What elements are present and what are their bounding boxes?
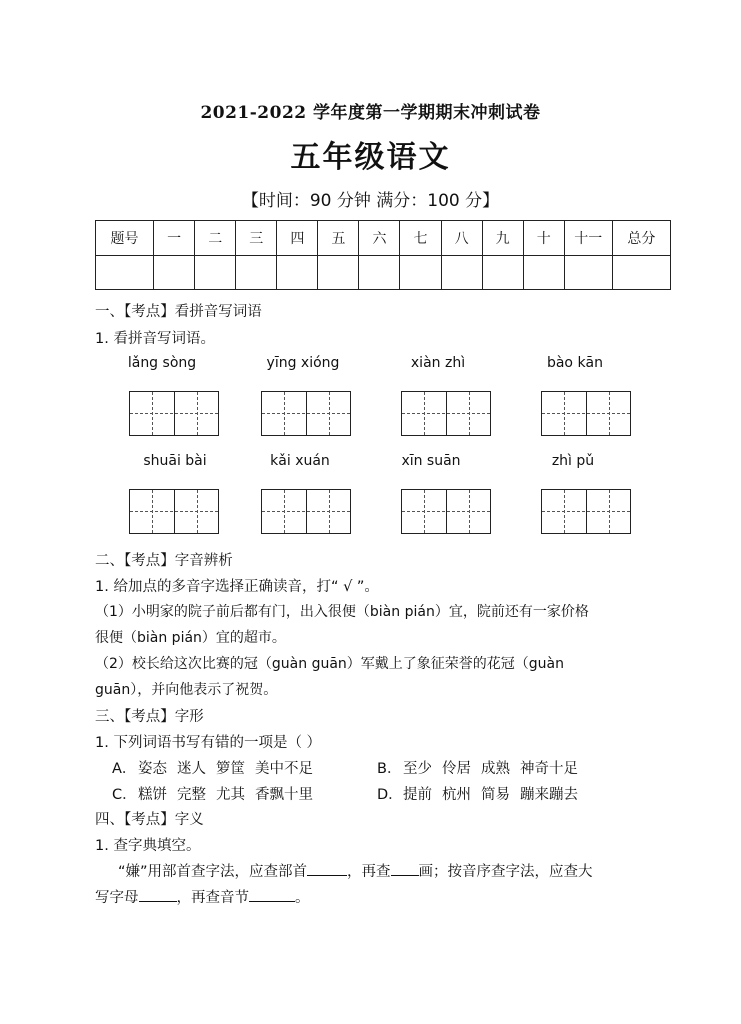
option-c[interactable]: C．糕饼 完整 尤其 香飘十里 (112, 787, 313, 803)
score-cell[interactable] (318, 255, 359, 290)
section1-heading: 一、【考点】看拼音写词语 (95, 304, 262, 320)
score-header-cell: 六 (359, 221, 400, 256)
score-header-cell: 一 (154, 221, 195, 256)
dictionary-fill-line2: 写字母 ，再查音节 。 (95, 886, 310, 907)
score-cell[interactable] (523, 255, 564, 290)
score-header-cell: 五 (318, 221, 359, 256)
score-header-cell: 十一 (564, 221, 612, 256)
writing-box[interactable] (129, 391, 219, 436)
score-header-cell: 题号 (96, 221, 154, 256)
score-cell[interactable] (154, 255, 195, 290)
exam-title: 2021-2022 学年度第一学期期末冲刺试卷 (200, 103, 541, 123)
writing-box[interactable] (261, 489, 351, 534)
section1-question: 1. 看拼音写词语。 (95, 331, 215, 347)
option-b[interactable]: B． 至少 伶居 成熟 神奇十足 (377, 761, 578, 777)
score-cell[interactable] (195, 255, 236, 290)
score-table-header-row (96, 221, 671, 256)
score-cell[interactable] (96, 255, 154, 290)
section3-heading: 三、【考点】字形 (95, 709, 204, 725)
writing-box[interactable] (129, 489, 219, 534)
capital-letter-blank[interactable] (139, 887, 177, 902)
stroke-count-blank[interactable] (391, 861, 419, 876)
score-table-blank-row (96, 255, 671, 290)
pinyin-label: shuāi bài (143, 453, 207, 469)
section2-line: 很便（biàn pián）宜的超市。 (95, 630, 286, 646)
score-header-cell: 四 (277, 221, 318, 256)
dictionary-fill-line1: “嫌”用部首查字法，应查部首 ，再查 画；按音序查字法，应查大 (118, 860, 593, 881)
score-header-cell: 三 (236, 221, 277, 256)
pinyin-label: lǎng sòng (127, 355, 197, 371)
syllable-blank[interactable] (249, 887, 295, 902)
section2-line: （1）小明家的院子前后都有门，出入很便（biàn pián）宜，院前还有一家价格 (95, 604, 589, 620)
writing-box[interactable] (541, 391, 631, 436)
score-cell[interactable] (612, 255, 670, 290)
time-info: 【时间：90 分钟 满分：100 分】 (241, 191, 500, 211)
score-header-cell: 二 (195, 221, 236, 256)
score-header-cell: 总分 (612, 221, 670, 256)
option-d[interactable]: D．提前 杭州 简易 蹦来蹦去 (377, 787, 578, 803)
score-cell[interactable] (277, 255, 318, 290)
score-header-cell: 十 (523, 221, 564, 256)
exam-subtitle: 五年级语文 (290, 140, 451, 175)
section4-question: 1. 查字典填空。 (95, 838, 201, 854)
pinyin-label: kǎi xuán (270, 453, 330, 469)
score-header-cell: 九 (482, 221, 523, 256)
pinyin-label: bào kān (546, 355, 604, 371)
option-a[interactable]: A． 姿态 迷人 箩筐 美中不足 (112, 761, 313, 777)
score-header-cell: 八 (441, 221, 482, 256)
writing-box[interactable] (541, 489, 631, 534)
pinyin-label: yīng xióng (266, 355, 340, 371)
section2-heading: 二、【考点】字音辨析 (95, 553, 233, 569)
score-cell[interactable] (236, 255, 277, 290)
writing-box[interactable] (261, 391, 351, 436)
section2-line: （2）校长给这次比赛的冠（guàn guān）军戴上了象征荣誉的花冠（guàn (95, 656, 564, 672)
section3-question: 1. 下列词语书写有错的一项是（ ） (95, 735, 322, 751)
section4-heading: 四、【考点】字义 (95, 812, 204, 828)
score-cell[interactable] (400, 255, 441, 290)
writing-box[interactable] (401, 489, 491, 534)
section2-question: 1. 给加点的多音字选择正确读音，打“ √ ”。 (95, 579, 379, 595)
pinyin-label: zhì pǔ (551, 453, 595, 469)
pinyin-label: xīn suān (401, 453, 461, 469)
score-table (95, 220, 671, 290)
score-cell[interactable] (564, 255, 612, 290)
score-header-cell: 七 (400, 221, 441, 256)
score-cell[interactable] (359, 255, 400, 290)
section2-line: guān），并向他表示了祝贺。 (95, 682, 278, 698)
score-cell[interactable] (482, 255, 523, 290)
score-cell[interactable] (441, 255, 482, 290)
writing-box[interactable] (401, 391, 491, 436)
radical-blank[interactable] (307, 861, 347, 876)
pinyin-label: xiàn zhì (410, 355, 466, 371)
